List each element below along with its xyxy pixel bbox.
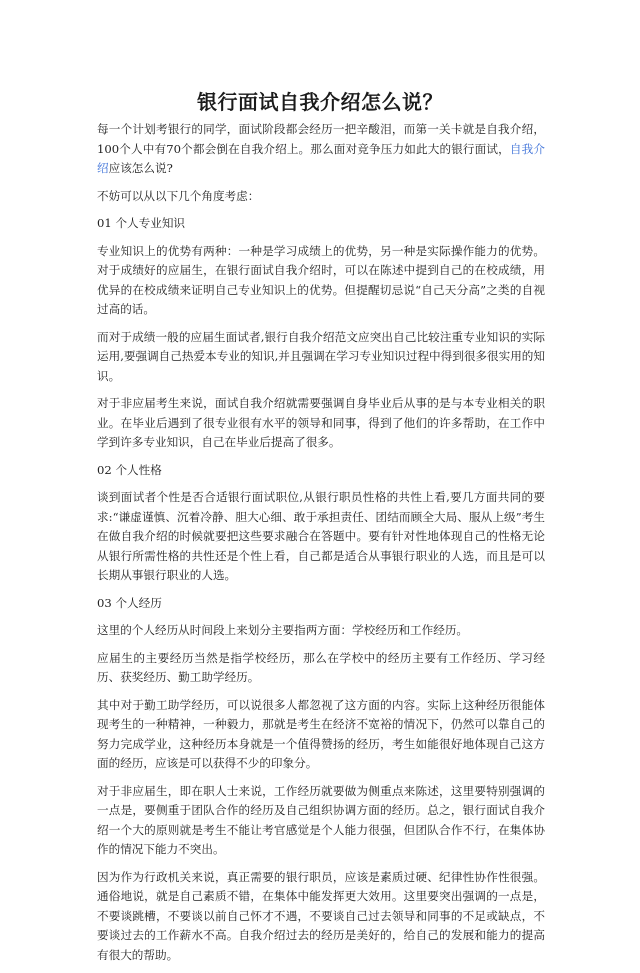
- paragraph: 应届生的主要经历当然是指学校经历，那么在学校中的经历主要有工作经历、学习经历、获奖经历、勤工助学经历。: [97, 650, 545, 684]
- self-intro-link[interactable]: 自我介绍: [97, 141, 545, 175]
- section-heading-3: 03 个人经历: [97, 595, 162, 610]
- intro-tail: 应该怎么说?: [108, 161, 173, 175]
- paragraph: 因为作为行政机关来说，真正需要的银行职员，应该是素质过硬、纪律性协作性很强。通俗地说，就是自己素质不错，在集体中能发挥更大效用。这里要突出强调的一点是，不要谈跳槽，不要谈以前自己怀才不遇，不要谈自己过去领导和同事的不足或缺点，不要谈过去的工作薪水不高。自我介绍过去的经历是美好的，给自己的发展和能力的提高有很大的帮助。: [97, 869, 545, 962]
- paragraph: 这里的个人经历从时间段上来划分主要指两方面：学校经历和工作经历。: [97, 623, 469, 637]
- article-body: [97, 120, 545, 973]
- section-heading-1: 01 个人专业知识: [97, 216, 186, 230]
- paragraph: 对于非应届考生来说，面试自我介绍就需要强调自身毕业后从事的是与本专业相关的职业。在毕业后遇到了很专业很有水平的领导和同事，得到了他们的许多帮助，在工作中学到许多专业知识，自己在毕业后提高了很多。: [97, 396, 545, 449]
- lead-paragraph: 不妨可以从以下几个角度考虑：: [97, 188, 260, 203]
- paragraph: 其中对于勤工助学经历，可以说很多人都忽视了这方面的内容。实际上这种经历很能体现考生的一种精神，一种毅力，那就是考生在经济不宽裕的情况下，仍然可以靠自己的努力完成学业，这种经历本身就是一个值得赞扬的经历，考生如能很好地体现自己这方面的经历，应该是可以获得不少的印象分。: [97, 697, 545, 770]
- paragraph: 对于非应届生，即在职人士来说，工作经历就要做为侧重点来陈述，这里要特别强调的一点是，要侧重于团队合作的经历及自己组织协调方面的经历。总之，银行面试自我介绍一个大的原则就是考生不能让考官感觉是个人能力很强，但团队合作不行，在集体协作的情况下能力不突出。: [97, 783, 545, 856]
- paragraph: 而对于成绩一般的应届生面试者,银行自我介绍范文应突出自己比较注重专业知识的实际运用,要强调自己热爱本专业的知识,并且强调在学习专业知识过程中得到很多很实用的知识。: [97, 329, 545, 383]
- paragraph: 谈到面试者个性是否合适银行面试职位,从银行职员性格的共性上看,要几方面共同的要求:“谦虚谨慎、沉着冷静、胆大心细、敢于承担责任、团结而顾全大局、服从上级”考生在做自我介绍的时候就要把这些要求融合在答题中。要有针对性地体现自己的性格无论从银行所需性格的共性还是个性上看，自己都是适合从事银行职业的人选，而且是可以长期从事银行职业的人选。: [97, 490, 545, 582]
- intro-text: 每一个计划考银行的同学，面试阶段都会经历一把辛酸泪，而第一关卡就是自我介绍，100个人中有70个都会倒在自我介绍上。那么面对竞争压力如此大的银行面试，: [97, 122, 545, 156]
- page-title: 银行面试自我介绍怎么说？: [197, 90, 443, 114]
- paragraph: 专业知识上的优势有两种：一种是学习成绩上的优势，另一种是实际操作能力的优势。对于成绩好的应届生，在银行面试自我介绍时，可以在陈述中提到自己的在校成绩，用优异的在校成绩来证明自己专业知识上的优势。但提醒切忌说“自己天分高”之类的自视过高的话。: [97, 243, 545, 316]
- intro-paragraph: [97, 120, 545, 179]
- section-heading-2: 02 个人性格: [97, 462, 162, 477]
